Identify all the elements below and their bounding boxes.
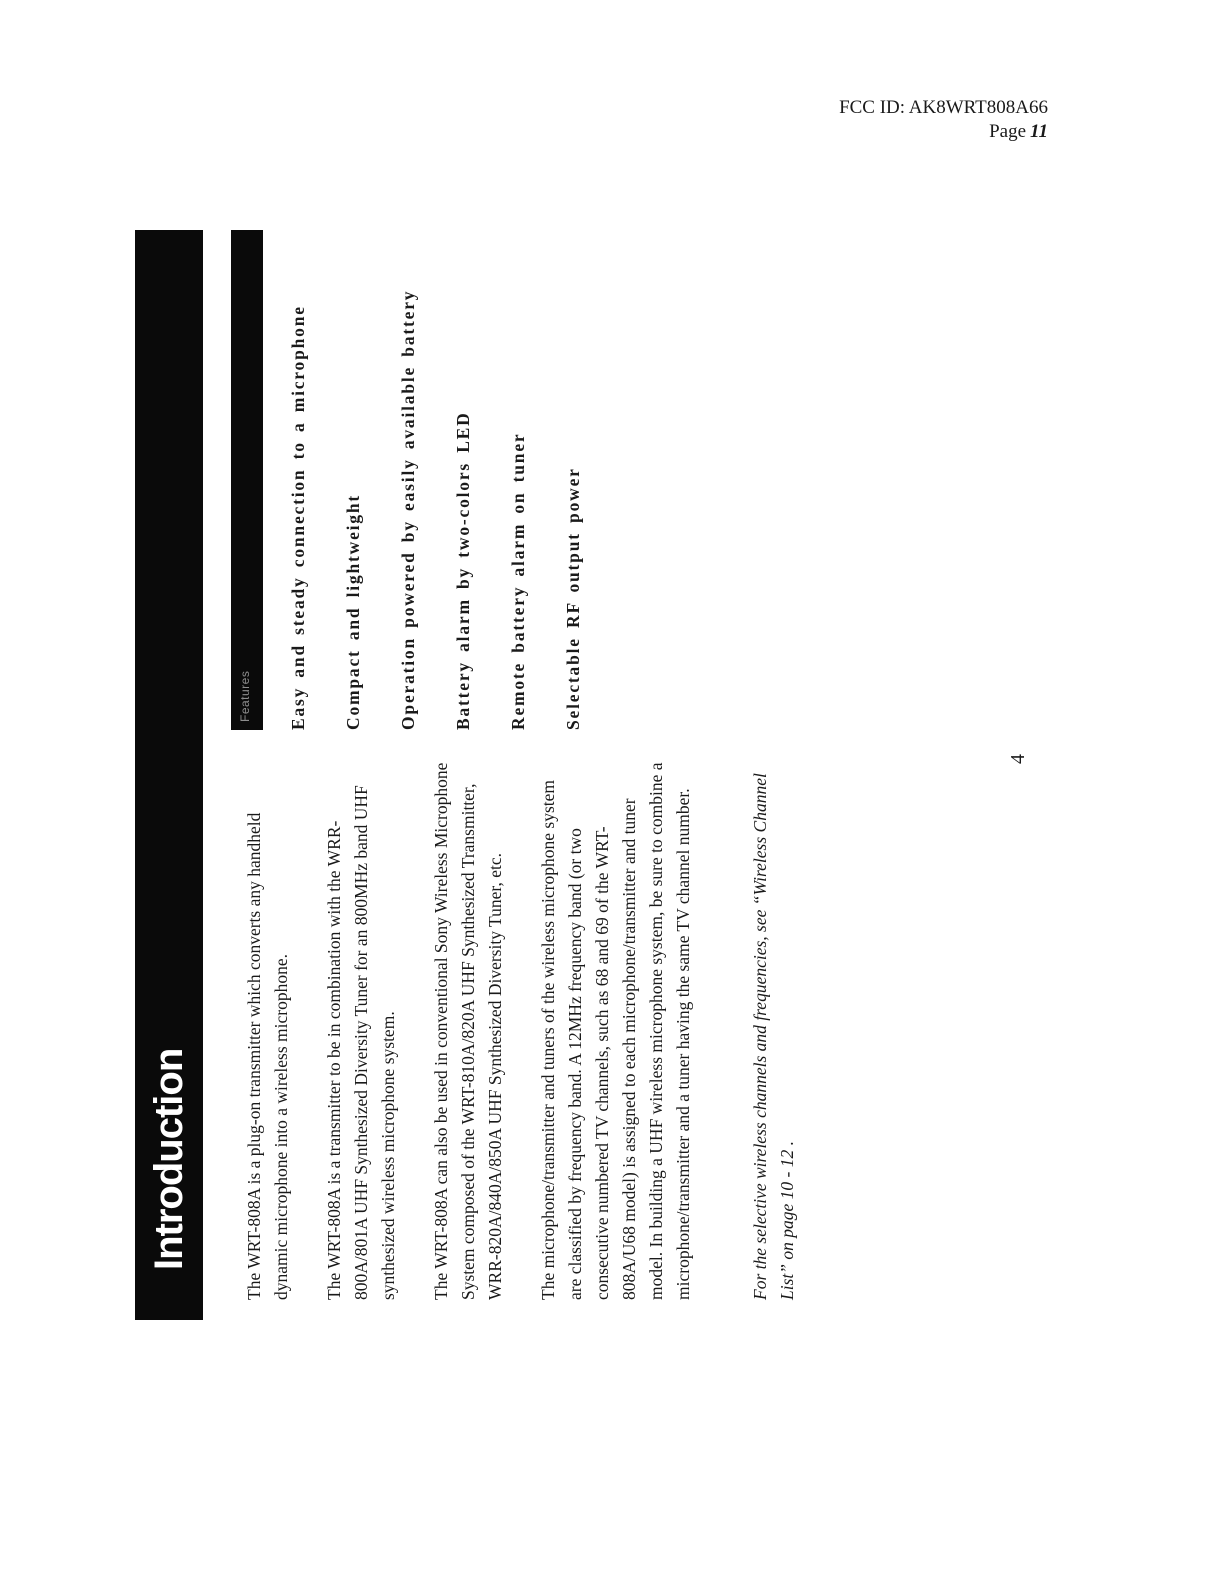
- intro-title-bar: [135, 230, 203, 1320]
- features-heading: Features: [238, 670, 252, 722]
- feature-item: Compact and lightweight: [343, 493, 363, 730]
- features-list: [287, 170, 617, 730]
- intro-title: Introduction: [147, 1048, 191, 1270]
- fcc-header: [839, 96, 1048, 144]
- intro-paragraph: The WRT-808A is a plug-on transmitter which converts any handheld dynamic microphone into a wireless microphone.: [244, 812, 291, 1300]
- fcc-id: FCC ID: AK8WRT808A66: [839, 97, 1048, 118]
- feature-item: Remote battery alarm on tuner: [508, 432, 528, 730]
- intro-paragraph: The WRT-808A can also be used in conventional Sony Wireless Microphone System composed of the WRT-810A/820A UHF Synthesized Transmitter, WRR-820A/840A/850A UHF Synthesized Diversity Tuner, etc.: [431, 762, 505, 1300]
- manual-page: [135, 140, 1029, 1320]
- feature-item: Battery alarm by two-colors LED: [453, 411, 473, 730]
- page-number: 4: [1007, 754, 1029, 764]
- channel-list-note: For the selective wireless channels and frequencies, see “Wireless Channel List” on page 10 - 12 .: [750, 773, 797, 1300]
- feature-item: Easy and steady connection to a microphone: [288, 305, 308, 730]
- feature-item: Operation powered by easily available battery: [398, 289, 418, 730]
- page-label: Page: [989, 121, 1027, 142]
- intro-paragraph: The WRT-808A is a transmitter to be in combination with the WRR-800A/801A UHF Synthesized Diversity Tuner for an 800MHz band UHF synthesized wireless microphone system.: [324, 785, 398, 1300]
- feature-item: Selectable RF output power: [563, 467, 583, 730]
- intro-paragraph: The microphone/transmitter and tuners of the wireless microphone system are classified by frequency band. A 12MHz frequency band (or two consecutive numbered TV channels, such as 68 and 69 of the WRT-808A/U68 model) is assigned to each microphone/transmitter and tuner model. In building a UHF wireless microphone system, be sure to combine a microphone/transmitter and a tuner having the same TV channel number.: [538, 762, 693, 1300]
- features-title-bar: [231, 230, 263, 730]
- page-value: 11: [1030, 121, 1048, 142]
- intro-body: [241, 760, 827, 1300]
